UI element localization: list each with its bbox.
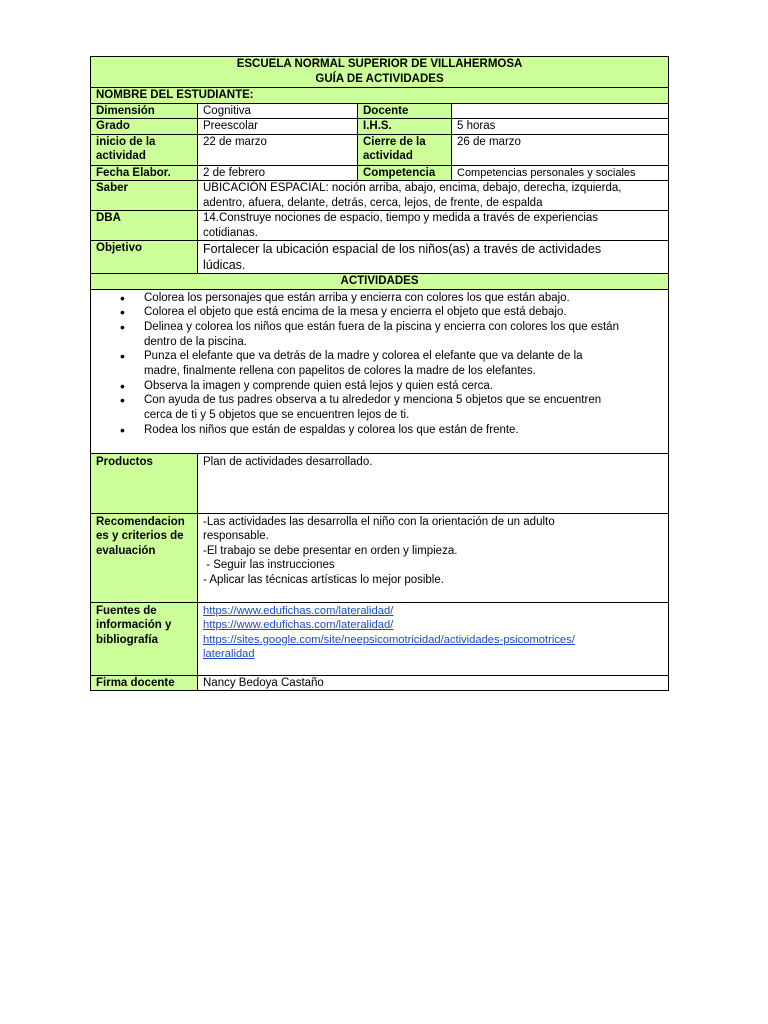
saber-line1: UBICACIÓN ESPACIAL: noción arriba, abajo, encima, debajo, derecha, izquierda, <box>203 182 622 194</box>
objetivo-line2: lúdicas. <box>203 258 246 272</box>
grado-value: Preescolar <box>198 119 358 135</box>
dba-line2: cotidianas. <box>203 226 258 239</box>
activity-item <box>144 291 663 306</box>
guide-title: GUÍA DE ACTIVIDADES <box>315 72 444 85</box>
competencia-value: Competencias personales y sociales <box>452 165 669 181</box>
objetivo-row <box>91 241 669 274</box>
fecha-label: Fecha Elabor. <box>91 165 198 181</box>
dba-label: DBA <box>91 211 198 241</box>
dimension-row <box>91 103 669 119</box>
recomendacion-line: -Las actividades las desarrolla el niño con la orientación de un adulto <box>203 515 555 528</box>
inicio-label-line2: actividad <box>96 150 146 162</box>
cierre-value: 26 de marzo <box>452 134 669 165</box>
source-link[interactable]: https://sites.google.com/site/neepsicomotricidad/actividades-psicomotrices/ <box>203 633 575 646</box>
activity-line: • Rodea los niños que están de espaldas y colorea los que están de frente. <box>144 423 519 436</box>
recomendaciones-label <box>91 513 198 602</box>
activity-item <box>144 320 663 349</box>
fuentes-value <box>198 602 669 675</box>
saber-label: Saber <box>91 181 198 211</box>
dba-row <box>91 211 669 241</box>
fuentes-label <box>91 602 198 675</box>
dba-line1: 14.Construye nociones de espacio, tiempo y medida a través de experiencias <box>203 212 599 224</box>
activity-line: • Observa la imagen y comprende quien está lejos y quien está cerca. <box>144 379 494 392</box>
inicio-value: 22 de marzo <box>198 134 358 165</box>
student-name-label: NOMBRE DEL ESTUDIANTE: <box>91 88 669 104</box>
activities-header-row <box>91 274 669 290</box>
source-link[interactable]: https://www.edufichas.com/lateralidad/ <box>203 619 394 631</box>
cierre-label <box>358 134 452 165</box>
dba-value <box>198 211 669 241</box>
fecha-row <box>91 165 669 181</box>
source-link[interactable]: https://www.edufichas.com/lateralidad/ <box>203 604 394 617</box>
recomendacion-line: - Aplicar las técnicas artísticas lo mejor posible. <box>203 573 444 586</box>
fuentes-label-line2: información y <box>96 619 172 631</box>
competencia-label: Competencia <box>358 165 452 181</box>
activity-line: • Delinea y colorea los niños que están fuera de la piscina y encierra con colores los que están <box>144 320 619 333</box>
saber-value <box>198 181 669 211</box>
activity-item <box>144 379 663 394</box>
cierre-label-line2: actividad <box>363 150 413 162</box>
school-name: ESCUELA NORMAL SUPERIOR DE VILLAHERMOSA <box>236 58 523 70</box>
activity-line: cerca de ti y 5 objetos que se encuentren lejos de ti. <box>144 409 410 422</box>
inicio-label <box>91 134 198 165</box>
recomendaciones-label-line3: evaluación <box>96 544 156 557</box>
activity-guide-table <box>90 56 669 691</box>
recomendaciones-label-line2: es y criterios de <box>96 530 184 542</box>
ihs-value: 5 horas <box>452 119 669 135</box>
activity-line: • Colorea el objeto que está encima de la mesa y encierra el objeto que está debajo. <box>144 306 567 319</box>
recomendacion-line: - Seguir las instrucciones <box>203 559 335 571</box>
productos-value: Plan de actividades desarrollado. <box>198 453 669 513</box>
recomendacion-line: responsable. <box>203 530 269 542</box>
activity-item <box>144 349 663 378</box>
firma-row <box>91 675 669 691</box>
grado-row <box>91 119 669 135</box>
dimension-value: Cognitiva <box>198 103 358 119</box>
title-row <box>91 57 669 88</box>
objetivo-label: Objetivo <box>91 241 198 274</box>
fuentes-label-line3: bibliografía <box>96 633 158 646</box>
title-cell <box>91 57 669 88</box>
activity-line: madre, finalmente rellena con papelitos de colores la madre de los elefantes. <box>144 365 536 378</box>
fuentes-label-line1: Fuentes de <box>96 604 157 617</box>
saber-line2: adentro, afuera, delante, detrás, cerca, lejos, de frente, de espalda <box>203 196 543 209</box>
activity-line: dentro de la piscina. <box>144 335 247 348</box>
recomendacion-line: -El trabajo se debe presentar en orden y limpieza. <box>203 544 458 557</box>
activity-item <box>144 423 663 438</box>
docente-value <box>452 103 669 119</box>
objetivo-line1: Fortalecer la ubicación espacial de los niños(as) a través de actividades <box>203 242 602 256</box>
ihs-label: I.H.S. <box>358 119 452 135</box>
activity-line: • Punza el elefante que va detrás de la madre y colorea el elefante que va delante de la <box>144 350 583 363</box>
activities-row <box>91 289 669 453</box>
activity-line: • Colorea los personajes que están arriba y encierra con colores los que están abajo. <box>144 291 570 304</box>
recomendaciones-label-line1: Recomendacion <box>96 515 185 528</box>
grado-label: Grado <box>91 119 198 135</box>
productos-row <box>91 453 669 513</box>
fecha-value: 2 de febrero <box>198 165 358 181</box>
cierre-label-line1: Cierre de la <box>363 135 426 148</box>
fuentes-row <box>91 602 669 675</box>
docente-label: Docente <box>358 103 452 119</box>
activities-cell <box>91 289 669 453</box>
activity-item <box>144 393 663 422</box>
recomendaciones-value <box>198 513 669 602</box>
dates-row <box>91 134 669 165</box>
inicio-label-line1: inicio de la <box>96 135 156 148</box>
activity-line: • Con ayuda de tus padres observa a tu alrededor y menciona 5 objetos que se encuentren <box>144 394 602 407</box>
activity-item <box>144 305 663 320</box>
saber-row <box>91 181 669 211</box>
firma-value: Nancy Bedoya Castaño <box>198 675 669 691</box>
source-link[interactable]: lateralidad <box>203 648 255 660</box>
student-row <box>91 88 669 104</box>
recomendaciones-row <box>91 513 669 602</box>
productos-label: Productos <box>91 453 198 513</box>
dimension-label: Dimensión <box>91 103 198 119</box>
activities-title: ACTIVIDADES <box>91 274 669 290</box>
objetivo-value <box>198 241 669 274</box>
firma-label: Firma docente <box>91 675 198 691</box>
activities-list <box>96 291 663 438</box>
